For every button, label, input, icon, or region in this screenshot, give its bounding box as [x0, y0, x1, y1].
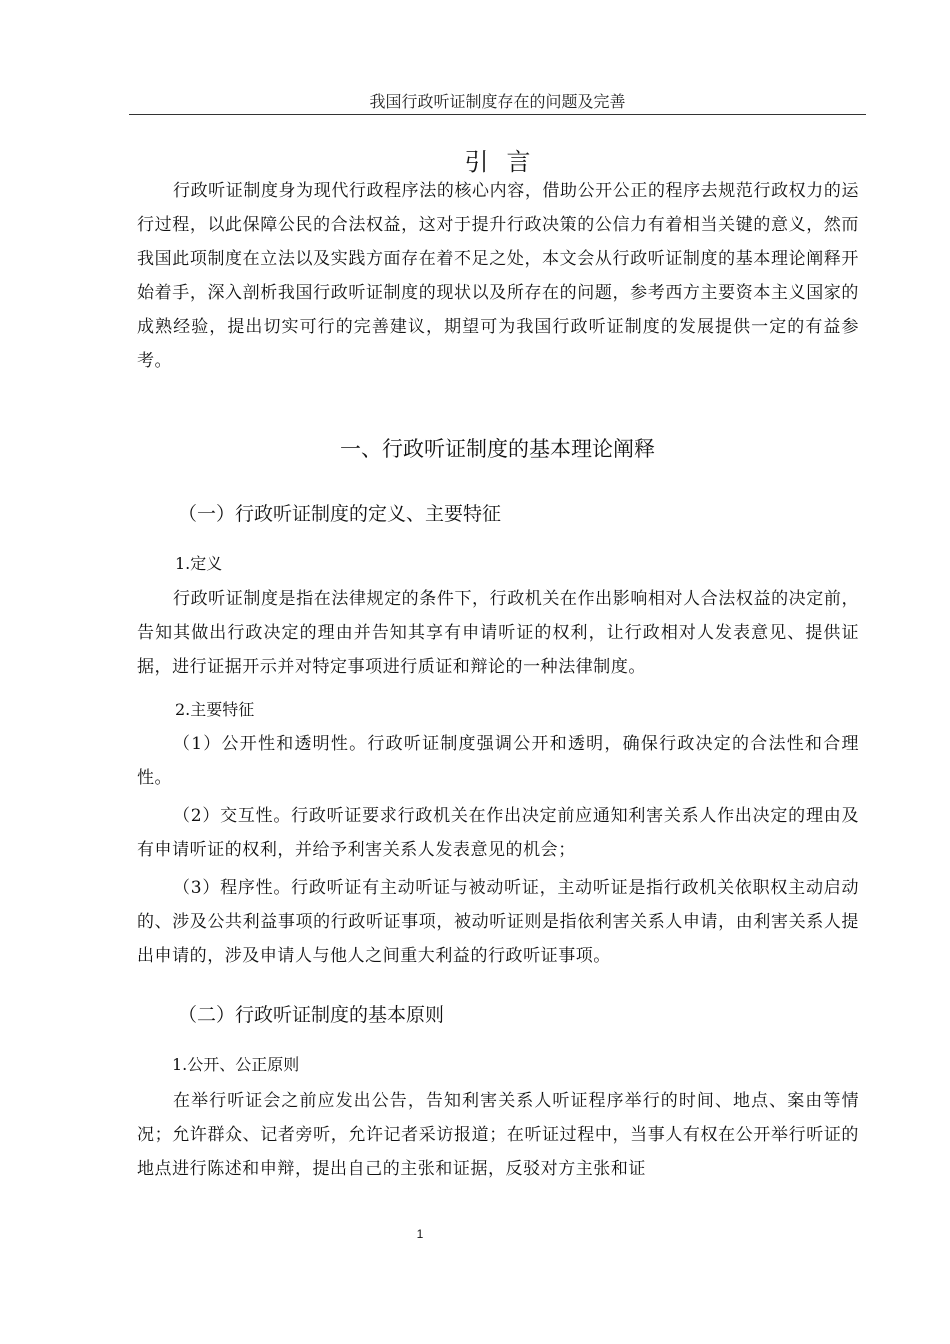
subsection-heading-1-1: （一）行政听证制度的定义、主要特征: [178, 503, 502, 525]
item-heading-definition: [175, 552, 222, 576]
subsection-heading-1-2: （二）行政听证制度的基本原则: [178, 1004, 445, 1026]
running-header: 我国行政听证制度存在的问题及完善: [369, 92, 626, 111]
page-number: 1: [416, 1227, 424, 1241]
definition-paragraph: 行政听证制度是指在法律规定的条件下，行政机关在作出影响相对人合法权益的决定前，告知其做出行政决定的理由并告知其享有申请听证的权利，让行政相对人发表意见、提供证据，进行证据开示并对特定事项进行质证和辩论的一种法律制度。: [137, 589, 859, 677]
document-title: 引言: [464, 148, 549, 176]
feature-paragraph-2: （2）交互性。行政听证要求行政机关在作出决定前应通知利害关系人作出决定的理由及有申请听证的权利，并给予利害关系人发表意见的机会；: [137, 806, 859, 860]
header-rule-divider: [129, 114, 866, 115]
item-label: 主要特征: [190, 700, 255, 719]
section-heading-1: 一、行政听证制度的基本理论阐释: [340, 437, 655, 461]
item-number: 1.: [175, 554, 191, 573]
feature-paragraph-1: （1）公开性和透明性。行政听证制度强调公开和透明，确保行政决定的合法性和合理性。: [137, 734, 859, 788]
intro-paragraph: 行政听证制度身为现代行政程序法的核心内容，借助公开公正的程序去规范行政权力的运行过程，以此保障公民的合法权益，这对于提升行政决策的公信力有着相当关键的意义，然而我国此项制度在立法以及实践方面存在着不足之处，本文会从行政听证制度的基本理论阐释开始着手，深入剖析我国行政听证制度的现状以及所存在的问题，参考西方主要资本主义国家的成熟经验，提出切实可行的完善建议，期望可为我国行政听证制度的发展提供一定的有益参考。: [137, 181, 859, 371]
item-heading-open-fair: [172, 1053, 299, 1077]
item-number: 1.: [172, 1055, 188, 1074]
item-label: 定义: [190, 554, 223, 573]
item-heading-features: [175, 698, 254, 722]
feature-paragraph-3: （3）程序性。行政听证有主动听证与被动听证，主动听证是指行政机关依职权主动启动的、涉及公共利益事项的行政听证事项，被动听证则是指依利害关系人申请，由利害关系人提出申请的，涉及申请人与他人之间重大利益的行政听证事项。: [137, 878, 859, 966]
item-number: 2.: [175, 700, 191, 719]
item-label: 公开、公正原则: [187, 1055, 300, 1074]
open-fair-paragraph: 在举行听证会之前应发出公告，告知利害关系人听证程序举行的时间、地点、案由等情况；允许群众、记者旁听，允许记者采访报道；在听证过程中，当事人有权在公开举行听证的地点进行陈述和申辩，提出自己的主张和证据，反驳对方主张和证: [137, 1091, 859, 1179]
